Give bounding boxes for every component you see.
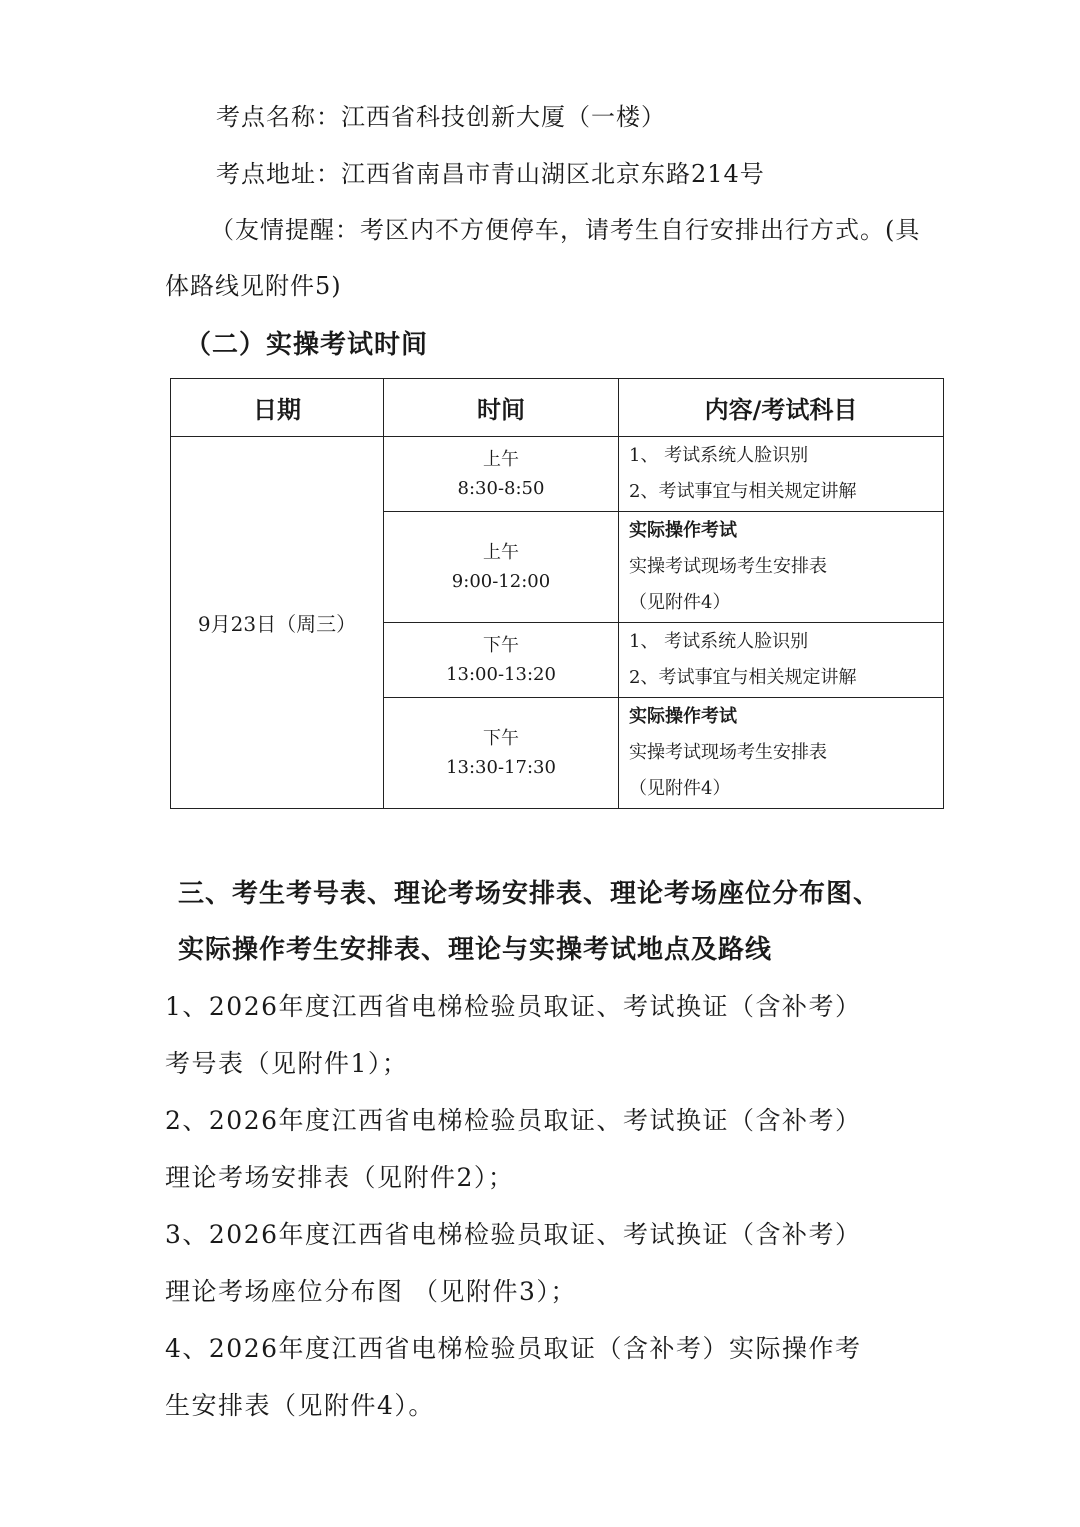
list-item-3-line-1: 3、2026年度江西省电梯检验员取证、考试换证（含补考） xyxy=(165,1220,862,1249)
time-range: 9:00-12:00 xyxy=(451,571,551,592)
content-line: 实操考试现场考生安排表 xyxy=(629,556,827,577)
time-period: 下午 xyxy=(483,635,519,656)
content-line: （见附件4） xyxy=(629,778,731,799)
content-bold-line: 实际操作考试 xyxy=(629,520,737,541)
section2-title: （二）实操考试时间 xyxy=(185,330,429,360)
content-bold-line: 实际操作考试 xyxy=(629,706,737,727)
time-cell xyxy=(384,623,619,698)
content-line: 1、 考试系统人脸识别 xyxy=(629,631,809,652)
content-cell xyxy=(619,512,944,623)
section3-title-line-1: 三、考生考号表、理论考场安排表、理论考场座位分布图、 xyxy=(178,879,881,909)
venue-name: 考点名称：江西省科技创新大厦（一楼） xyxy=(216,103,666,131)
content-line: 2、考试事宜与相关规定讲解 xyxy=(629,667,857,688)
header-date: 日期 xyxy=(171,379,384,437)
list-item-1-line-2: 考号表（见附件1）； xyxy=(165,1049,409,1078)
content-line: 1、 考试系统人脸识别 xyxy=(629,445,809,466)
content-cell xyxy=(619,698,944,809)
time-range: 13:00-13:20 xyxy=(446,664,556,685)
exam-schedule-table xyxy=(170,378,944,809)
list-item-4-line-1: 4、2026年度江西省电梯检验员取证（含补考）实际操作考 xyxy=(165,1334,862,1363)
header-time: 时间 xyxy=(384,379,619,437)
content-line: （见附件4） xyxy=(629,592,731,613)
section3-title-line-2: 实际操作考生安排表、理论与实操考试地点及路线 xyxy=(178,935,773,965)
list-item-2-line-2: 理论考场安排表（见附件2）； xyxy=(165,1163,515,1192)
header-content: 内容/考试科目 xyxy=(619,379,944,437)
time-period: 上午 xyxy=(483,449,519,470)
list-item-2-line-1: 2、2026年度江西省电梯检验员取证、考试换证（含补考） xyxy=(165,1106,862,1135)
list-item-4-line-2: 生安排表（见附件4）。 xyxy=(165,1391,435,1420)
reminder-line-1: （友情提醒：考区内不方便停车，请考生自行安排出行方式。(具 xyxy=(210,216,921,244)
content-cell xyxy=(619,437,944,512)
reminder-line-2: 体路线见附件5) xyxy=(165,272,342,300)
time-range: 13:30-17:30 xyxy=(446,757,556,778)
time-period: 上午 xyxy=(483,542,519,563)
list-item-3-line-2: 理论考场座位分布图 （见附件3）； xyxy=(165,1277,577,1306)
time-cell xyxy=(384,512,619,623)
time-range: 8:30-8:50 xyxy=(457,478,545,499)
time-cell xyxy=(384,437,619,512)
time-period: 下午 xyxy=(483,728,519,749)
table-header-row xyxy=(171,379,944,437)
table-row xyxy=(171,437,944,512)
list-item-1-line-1: 1、2026年度江西省电梯检验员取证、考试换证（含补考） xyxy=(165,992,862,1021)
content-line: 2、考试事宜与相关规定讲解 xyxy=(629,481,857,502)
venue-address: 考点地址：江西省南昌市青山湖区北京东路214号 xyxy=(216,160,765,188)
content-cell xyxy=(619,623,944,698)
content-line: 实操考试现场考生安排表 xyxy=(629,742,827,763)
date-cell: 9月23日（周三） xyxy=(171,437,384,809)
time-cell xyxy=(384,698,619,809)
